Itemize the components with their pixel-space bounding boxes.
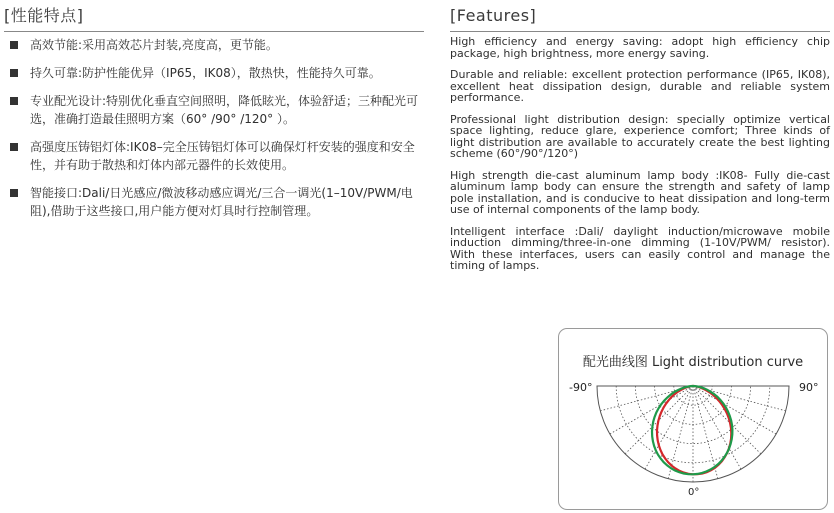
list-item xyxy=(8,138,423,174)
english-feature-list xyxy=(450,36,830,282)
polar-grid xyxy=(597,386,789,482)
light-distribution-panel xyxy=(558,328,828,510)
list-item xyxy=(8,36,423,54)
angle-label-left: -90° xyxy=(569,381,593,394)
feature-text: 智能接口:Dali/日光感应/微波移动感应调光/三合一调光(1–10V/PWM/电阻),借助于这些接口,用户能方便对灯具时行控制管理。 xyxy=(30,186,413,218)
list-item xyxy=(8,184,423,220)
angle-label-right: 90° xyxy=(799,381,819,394)
polar-spoke xyxy=(693,386,718,479)
polar-spoke xyxy=(693,386,761,454)
polar-diagram xyxy=(559,329,827,509)
chinese-heading: [性能特点] xyxy=(4,5,424,32)
bullet-icon xyxy=(10,143,18,151)
bullet-icon xyxy=(10,41,18,49)
curve-title: 配光曲线图 Light distribution curve xyxy=(582,355,804,370)
list-item: High strength die-cast aluminum lamp body :IK08- Fully die-cast aluminum lamp body can ensure the strength and safety of lamp pole installation, and is conducive to heat dissipation and long-term use of internal components of the lamp body. xyxy=(450,168,830,216)
feature-text: 专业配光设计:特别优化垂直空间照明，降低眩光，体验舒适；三种配光可选，准确打造最佳照明方案（60° /90° /120° ）。 xyxy=(30,94,419,126)
bullet-icon xyxy=(10,69,18,77)
english-heading: [Features] xyxy=(450,5,830,32)
chinese-feature-list xyxy=(8,36,423,230)
distribution-curve-green xyxy=(652,386,732,474)
feature-text: 高效节能:采用高效芯片封装,亮度高，更节能。 xyxy=(30,38,278,52)
angle-label-bottom: 0° xyxy=(688,487,700,498)
list-item: Durable and reliable: excellent protection performance (IP65, IK08), excellent heat dissipation design, durable and reliable system performance. xyxy=(450,68,830,104)
list-item: High efficiency and energy saving: adopt high efficiency chip package, high brightness, more energy saving. xyxy=(450,35,830,60)
bullet-icon xyxy=(10,189,18,197)
list-item: Professional light distribution design: specially optimize vertical space lighting, reduce glare, experience comfort; Three kinds of light distribution are available to accurately create the best lighting scheme (60°/90°/120°) xyxy=(450,112,830,160)
bullet-icon xyxy=(10,97,18,105)
list-item: Intelligent interface :Dali/ daylight induction/microwave mobile induction dimming/three-in-one dimming (1-10V/PWM/ resistor). With these interfaces, users can easily control and manage the timing of lamps. xyxy=(450,224,830,272)
feature-text: 高强度压铸铝灯体:IK08–完全压铸铝灯体可以确保灯杆安装的强度和安全性，并有助于散热和灯体内部元器件的长效使用。 xyxy=(30,140,415,172)
list-item xyxy=(8,92,423,128)
polar-spoke xyxy=(693,386,776,434)
feature-text: 持久可靠:防护性能优异（IP65，IK08），散热快，性能持久可靠。 xyxy=(30,66,381,80)
list-item xyxy=(8,64,423,82)
